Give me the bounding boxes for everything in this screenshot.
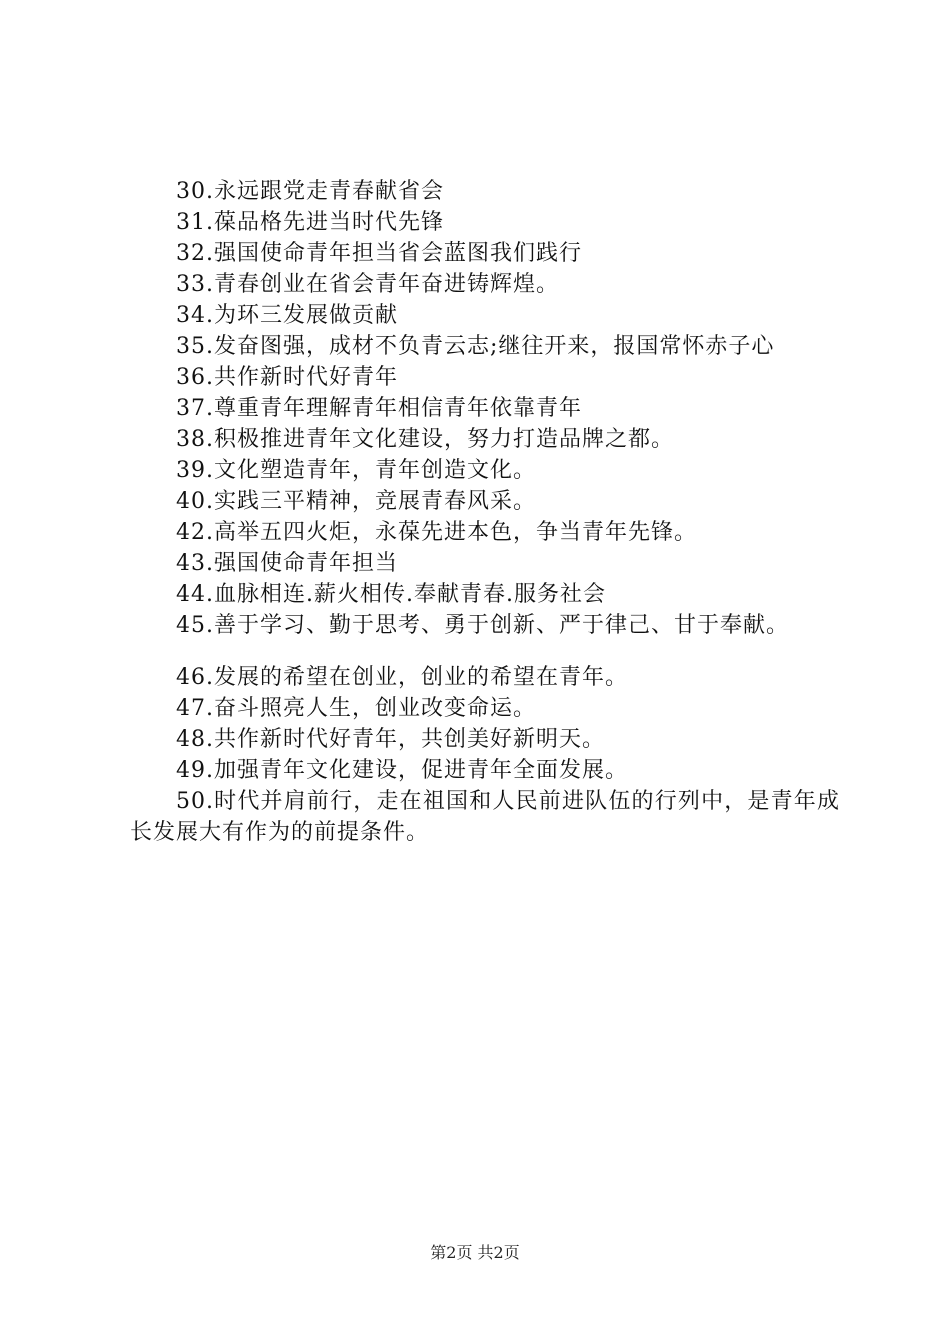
list-item: 36.共作新时代好青年	[176, 365, 398, 390]
list-item: 44.血脉相连.薪火相传.奉献青春.服务社会	[176, 582, 606, 607]
list-item: 33.青春创业在省会青年奋进铸辉煌。	[176, 272, 559, 297]
list-item: 39.文化塑造青年，青年创造文化。	[176, 458, 536, 483]
page-footer: 第2页 共2页	[430, 1243, 520, 1262]
list-item: 47.奋斗照亮人生，创业改变命运。	[176, 696, 536, 721]
list-item: 46.发展的希望在创业，创业的希望在青年。	[176, 665, 628, 690]
list-item: 40.实践三平精神，竞展青春风采。	[176, 489, 536, 514]
list-item: 42.高举五四火炬，永葆先进本色，争当青年先锋。	[176, 520, 697, 545]
list-item: 32.强国使命青年担当省会蓝图我们践行	[176, 241, 582, 266]
list-item: 45.善于学习、勤于思考、勇于创新、严于律己、甘于奉献。	[176, 613, 789, 638]
list-item: 43.强国使命青年担当	[176, 551, 398, 576]
document-body	[130, 176, 840, 848]
paragraph-gap	[130, 641, 840, 662]
list-item: 31.葆品格先进当时代先锋	[176, 210, 444, 235]
list-item: 48.共作新时代好青年，共创美好新明天。	[176, 727, 605, 752]
list-item: 37.尊重青年理解青年相信青年依靠青年	[176, 396, 582, 421]
list-item: 49.加强青年文化建设，促进青年全面发展。	[176, 758, 628, 783]
list-item: 34.为环三发展做贡献	[176, 303, 398, 328]
list-item: 35.发奋图强，成材不负青云志;继往开来，报国常怀赤子心	[176, 334, 775, 359]
list-item: 50.时代并肩前行，走在祖国和人民前进队伍的行列中，是青年成长发展大有作为的前提条件。	[130, 789, 840, 845]
list-item: 30.永远跟党走青春献省会	[176, 179, 444, 204]
list-item: 38.积极推进青年文化建设，努力打造品牌之都。	[176, 427, 674, 452]
